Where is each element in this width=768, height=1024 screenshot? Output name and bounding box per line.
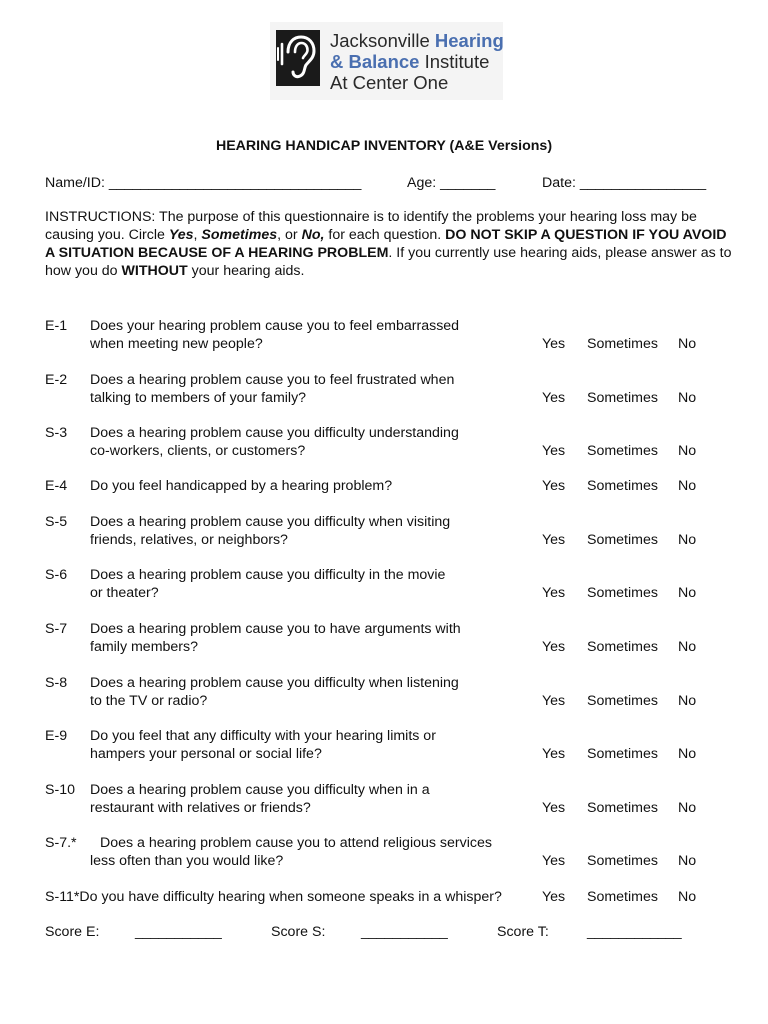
question-text: Do you feel that any difficulty with your hearing limits or [90,728,436,744]
question-text: Does a hearing problem cause you difficulty when listening [90,675,459,691]
logo-line-3: At Center One [330,72,449,93]
institute-logo [270,22,503,100]
score-e-label: Score E: [45,924,100,940]
question-text: Does a hearing problem cause you difficulty understanding [90,425,459,441]
logo-line-1-accent: Hearing [434,30,504,51]
question-text: hampers your personal or social life? [90,746,322,762]
instructions-sep: , [193,227,202,243]
answer-no[interactable]: No [678,532,697,548]
question-text: friends, relatives, or neighbors? [90,532,288,548]
logo-wordmark [330,30,504,93]
answer-sometimes[interactable]: Sometimes [587,478,658,494]
score-t-label: Score T: [497,924,549,940]
answer-no[interactable]: No [678,443,697,459]
answer-sometimes[interactable]: Sometimes [587,336,658,352]
question-text: restaurant with relatives or friends? [90,800,311,816]
question-text: co-workers, clients, or customers? [90,443,306,459]
question-text: family members? [90,639,199,655]
answer-sometimes[interactable]: Sometimes [587,585,658,601]
instructions-text: . If you currently use hearing aids, please answer as to how you do [45,245,732,279]
instructions [45,208,735,280]
question-code: S-10 [45,782,75,798]
question-text: less often than you would like? [90,853,284,869]
question-code: S-6 [45,567,68,583]
answer-no[interactable]: No [678,889,697,905]
answer-sometimes[interactable]: Sometimes [587,693,658,709]
question-code: E-4 [45,478,68,494]
question-text: Does a hearing problem cause you difficulty when in a [90,782,430,798]
question-text: Does a hearing problem cause you difficulty in the movie [90,567,446,583]
instructions-text: for each question. [324,227,446,243]
answer-yes[interactable]: Yes [542,639,566,655]
answer-sometimes[interactable]: Sometimes [587,800,658,816]
question-text: when meeting new people? [90,336,263,352]
logo-line-2-accent: & Balance [330,51,420,72]
question-text: Does a hearing problem cause you to attend religious services [100,835,492,851]
question-code: S-7 [45,621,68,637]
instructions-yes: Yes [168,227,194,243]
answer-no[interactable]: No [678,336,697,352]
question-code: S-3 [45,425,68,441]
logo-line-2: Institute [419,51,490,72]
answer-yes[interactable]: Yes [542,585,566,601]
page-title: HEARING HANDICAP INVENTORY (A&E Versions) [215,138,553,154]
answer-yes[interactable]: Yes [542,800,566,816]
question-text: to the TV or radio? [90,693,208,709]
instructions-no: No, [301,227,325,243]
ear-icon [276,30,320,86]
question-code: E-9 [45,728,68,744]
score-s-label: Score S: [271,924,326,940]
answer-no[interactable]: No [678,585,697,601]
score-e-field[interactable]: ___________ [135,924,222,940]
answer-yes[interactable]: Yes [542,532,566,548]
answer-no[interactable]: No [678,478,697,494]
answer-yes[interactable]: Yes [542,443,566,459]
logo-line-1: Jacksonville [330,30,435,51]
question-code: S-5 [45,514,68,530]
answer-yes[interactable]: Yes [542,746,566,762]
instructions-text: INSTRUCTIONS: The purpose of this questionnaire is to identify the problems your hearing loss may be causing you. Circle [45,209,697,243]
answer-sometimes[interactable]: Sometimes [587,390,658,406]
answer-no[interactable]: No [678,746,697,762]
question-text: Does a hearing problem cause you difficulty when visiting [90,514,451,530]
answer-yes[interactable]: Yes [542,693,566,709]
instructions-sometimes: Sometimes [201,227,278,243]
name-id-field[interactable]: Name/ID: ________________________________ [45,175,362,191]
answer-no[interactable]: No [678,390,697,406]
instructions-warning: DO NOT SKIP A QUESTION IF YOU AVOID A SITUATION BECAUSE OF A HEARING PROBLEM [45,227,727,261]
question-text: Does a hearing problem cause you to feel frustrated when [90,372,455,388]
answer-sometimes[interactable]: Sometimes [587,443,658,459]
answer-sometimes[interactable]: Sometimes [587,853,658,869]
question-text: Do you feel handicapped by a hearing problem? [90,478,393,494]
answer-sometimes[interactable]: Sometimes [587,639,658,655]
score-t-field[interactable]: ____________ [587,924,682,940]
question-text: Does your hearing problem cause you to feel embarrassed [90,318,460,334]
question-code: S-8 [45,675,68,691]
instructions-sep: , or [277,227,302,243]
question-text: or theater? [90,585,159,601]
answer-yes[interactable]: Yes [542,390,566,406]
answer-sometimes[interactable]: Sometimes [587,532,658,548]
answer-yes[interactable]: Yes [542,889,566,905]
question-text: talking to members of your family? [90,390,307,406]
question-text: Does a hearing problem cause you to have arguments with [90,621,461,637]
score-s-field[interactable]: ___________ [361,924,448,940]
date-field[interactable]: Date: ________________ [542,175,707,191]
question-code: E-1 [45,318,68,334]
answer-yes[interactable]: Yes [542,478,566,494]
answer-yes[interactable]: Yes [542,336,566,352]
answer-no[interactable]: No [678,800,697,816]
instructions-text: your hearing aids. [187,263,305,279]
age-field[interactable]: Age: _______ [407,175,496,191]
answer-no[interactable]: No [678,853,697,869]
answer-sometimes[interactable]: Sometimes [587,746,658,762]
answer-no[interactable]: No [678,639,697,655]
instructions-without: WITHOUT [121,263,188,279]
answer-yes[interactable]: Yes [542,853,566,869]
answer-no[interactable]: No [678,693,697,709]
question-code: E-2 [45,372,68,388]
question-code: S-7.* [45,835,77,851]
question-text: S-11*Do you have difficulty hearing when someone speaks in a whisper? [45,889,502,905]
answer-sometimes[interactable]: Sometimes [587,889,658,905]
